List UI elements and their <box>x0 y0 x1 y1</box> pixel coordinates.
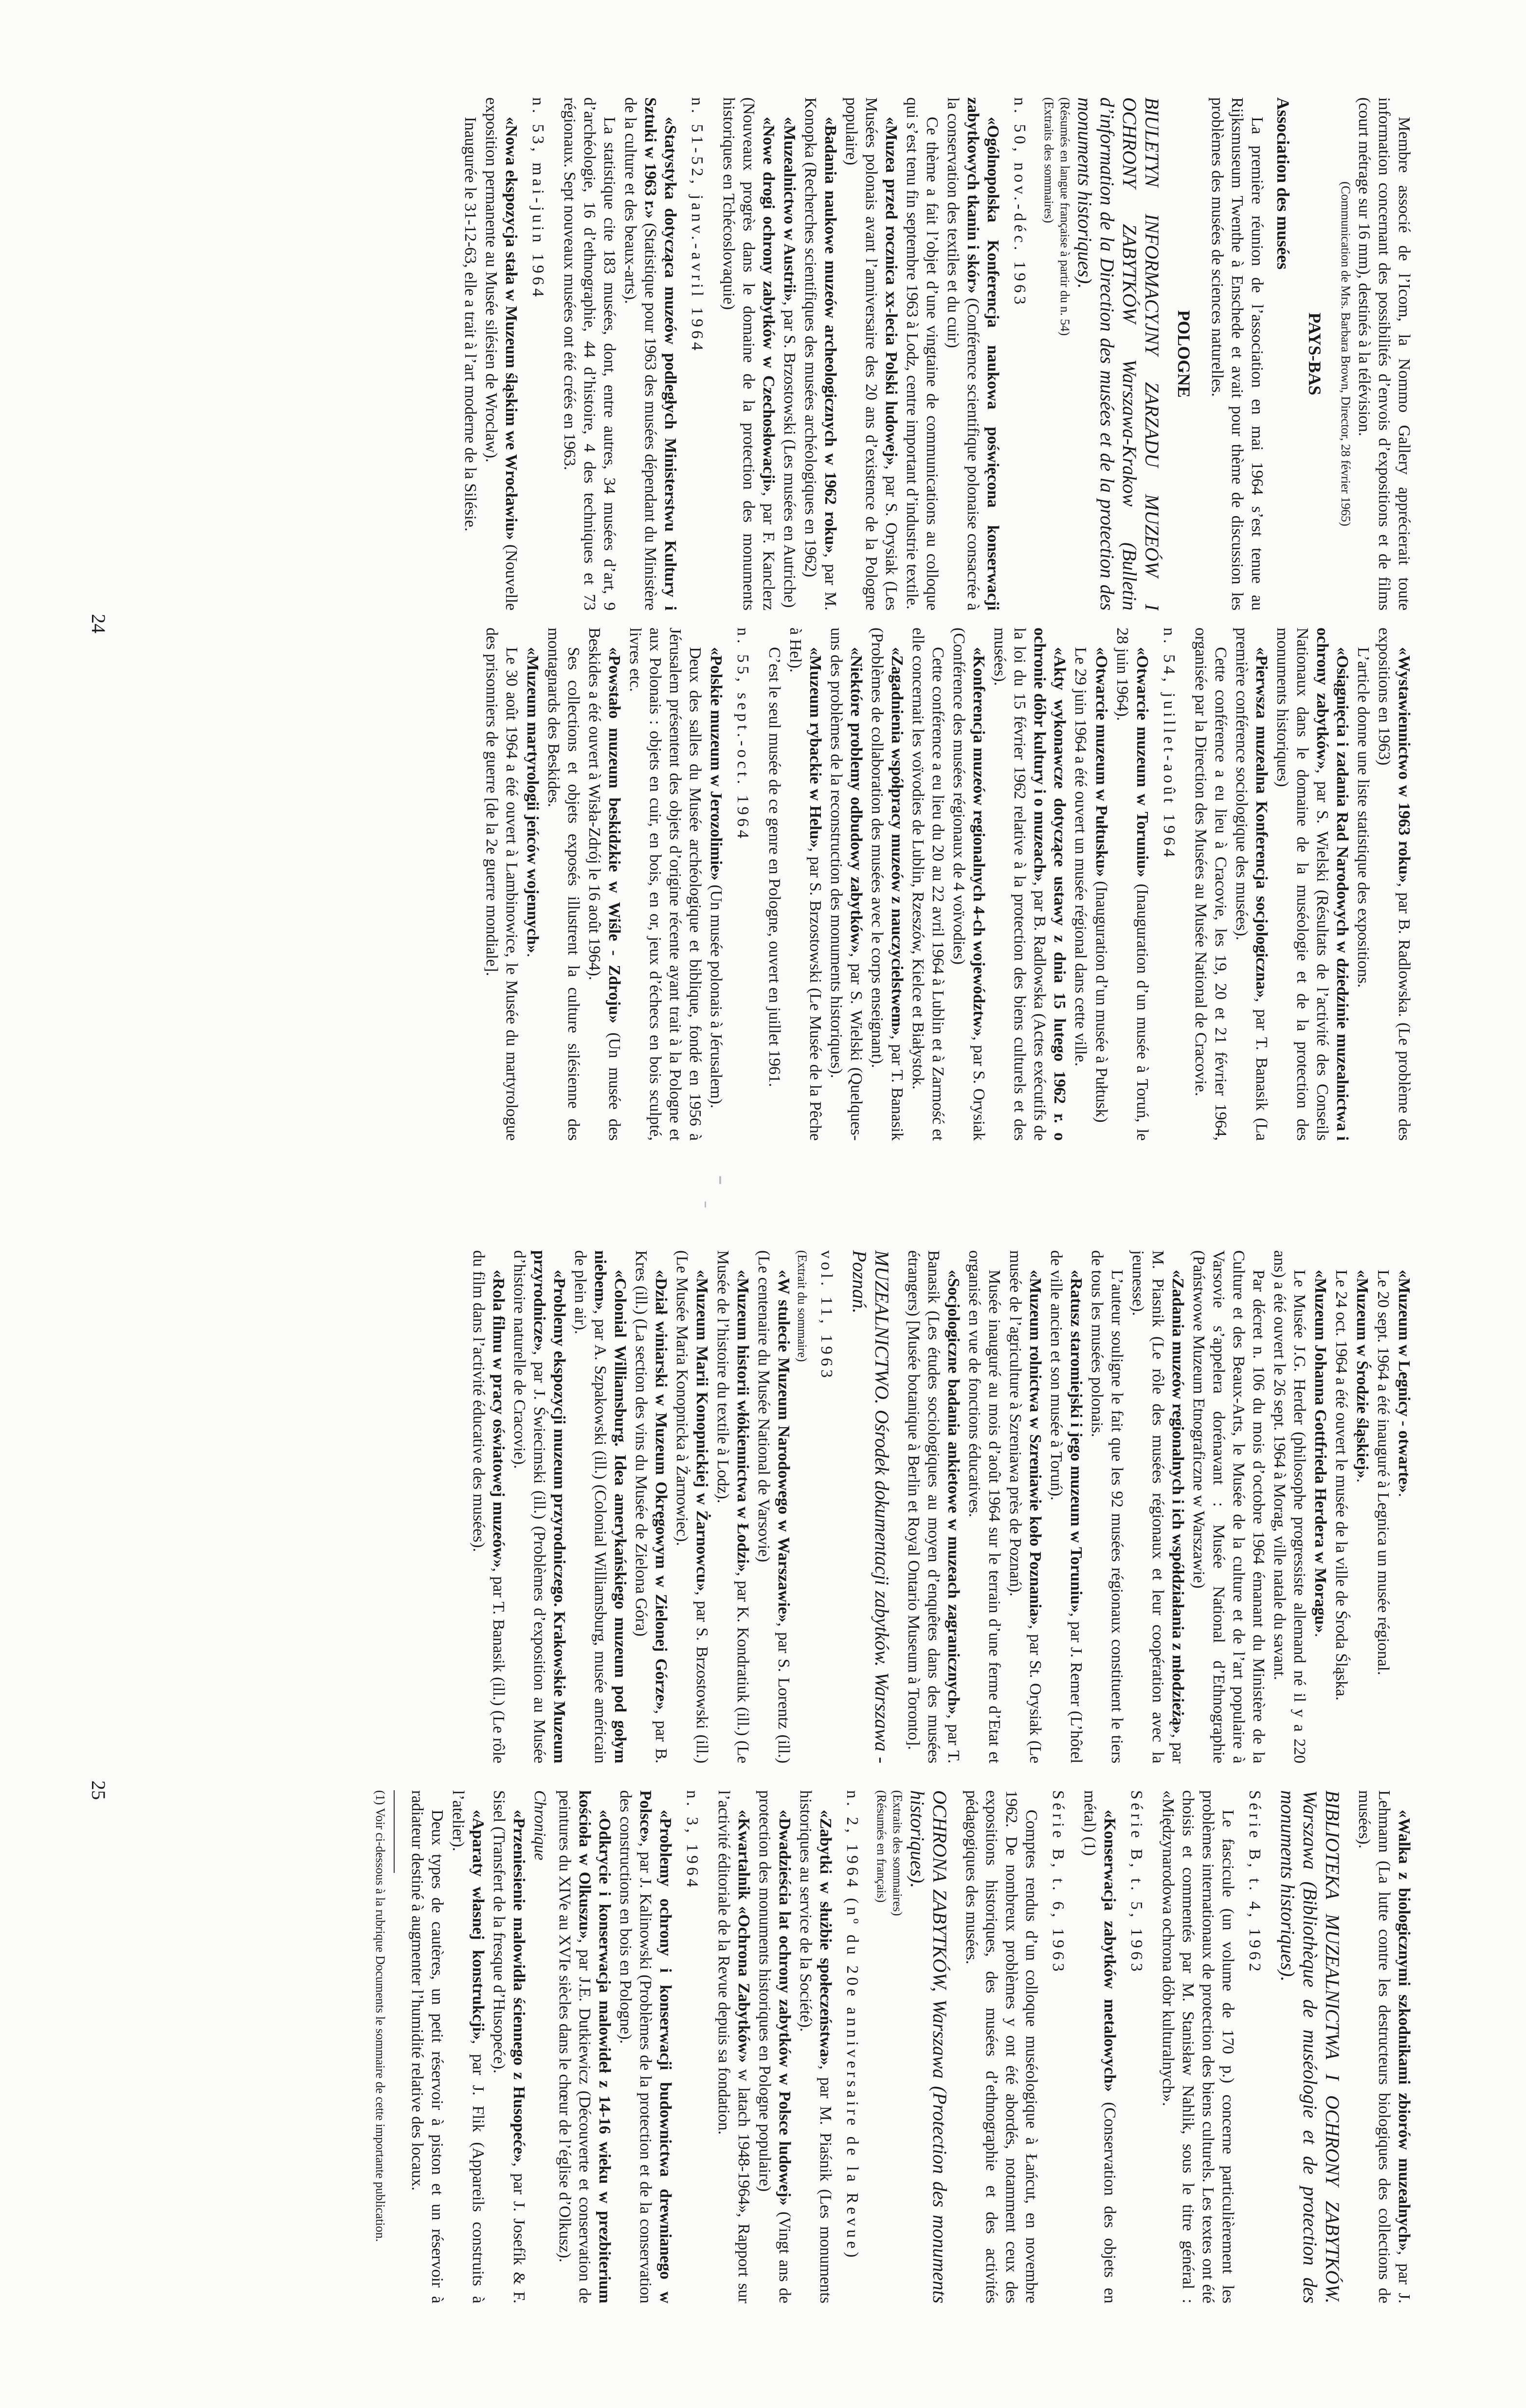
entry-paragraph: Comptes rendus d’un colloque muséologique à Łańcut, en novembre 1962. De nombreux problèmes y ont été abordés, notamment ceux des expositions historiques, des musées d’ethnographie et des activités pédagogiques des musées. <box>963 1790 1040 2303</box>
entry-paragraph: «Przeniesienie malowidła ściennego z Husopeće», par J. Josefík & F. Sisel (Transfert de la fresque d’Husopeće). <box>490 1790 528 2303</box>
entry-paragraph: «Colonial Williamsburg. Idea amerykańskiego muzeum pod gołym niebem», par A. Szpakowski (ill.) (Colonial Williamsburg, musée américain de plein air). <box>571 1250 629 1763</box>
entry-paragraph: Cette conférence a eu lieu à Cracovie, les 19, 20 et 21 février 1964, organisée par la Direction des Musées au Musée National de Cracovie. <box>1192 628 1230 1141</box>
entry-paragraph: «Walka z biologicznymi szkodnikami zbiorów muzealnych», par J. Lehmann (La lutte contre les destructeurs biologiques des collections de musées). <box>1355 1790 1413 2303</box>
entry-paragraph: «Muzeum martyrologii jeńców wojennych». <box>524 647 542 957</box>
entry-paragraph: «Otwarcie muzeum w Pułtusku» (Inauguration d’un musée à Pułtusk) <box>1092 647 1110 1123</box>
entry-paragraph: «Otwarcie muzeum w Toruniu» (Inauguration d’un musée à Toruń, le 28 juin 1964). <box>1113 628 1151 1141</box>
issue-heading: n. 2, 1964 (nº du 20e anniversaire de la Revue) <box>843 1790 861 2261</box>
entry-paragraph: Membre associé de l’Icom, la Nommo Gallery apprécierait toute information concernant des possibilités d’envois d’expositions et de films (court métrage sur 16 mm), destinés à la télévision. <box>1355 97 1413 611</box>
journal-title: BIBLIOTEKA MUZEALNICTWA I OCHRONY ZABYTKÓW. Warszawa (Bibliothèque de muséologie et de protection des monuments historiques). <box>1277 1790 1344 2303</box>
entry-paragraph: «Konserwacja zabytków metalowych» (Conservation des objets en métal) (1) <box>1081 1790 1119 2303</box>
entry-paragraph: «Muzeum rybackie w Helu», par S. Brzostowski (Le Musée de la Pêche à Hel). <box>786 628 824 1141</box>
issue-heading: Série B, t. 5, 1963 <box>1127 1790 1145 1975</box>
right-page-column-1 <box>129 1250 1414 1763</box>
editorial-note: (Résumés en langue française à partir du n. 54) <box>1058 97 1072 336</box>
country-heading: POLOGNE <box>1174 310 1194 398</box>
entry-paragraph: Musée inauguré au mois d’août 1964 sur le terrain d’une ferme d’Etat et organisé en vue de fonctions éducatives. <box>965 1250 1003 1763</box>
entry-paragraph: «Muzeum Marii Konopnickiej w Żarnowcu», par S. Brzostowski (ill.) (Le Musée Maria Konopnicka à Żarnowiec). <box>673 1250 711 1763</box>
entry-paragraph: «Problemy ekspozycji muzeum przyrodniczego. Krakowskie Muzeum przyrodnicze», par J. Świecimski (ill.) (Problèmes d’exposition au Musée d’histoire naturelle de Cracovie). <box>510 1250 568 1763</box>
editorial-note: (Extraits des sommaires) <box>890 1790 905 1916</box>
entry-paragraph: «Osiągnięcia i zadania Rad Narodowych w dziedzinie muzealnictwa i ochrony zabytków», par S. Wielski (Résultats de l’activité des Conseils Nationaux dans le domaine de la muséologie et de la protection des monuments historiques) <box>1273 628 1351 1141</box>
attribution: (Communication de Mrs. Barbara Brown, Director, 28 février 1965) <box>1339 181 1353 526</box>
entry-paragraph: «Polskie muzeum w Jerozolimie» (Un musée polonais à Jérusalem). <box>707 647 725 1109</box>
entry-paragraph: L’article donne une liste statistique des expositions. <box>1354 647 1372 988</box>
page-number-left: 24 <box>88 614 109 633</box>
entry-paragraph: «Badania naukowe muzeów archeologicznych w 1962 roku», par M. Konopka (Recherches scientifiques des musées archéologiques en 1962) <box>801 97 839 611</box>
issue-heading: n. 53, mai-juin 1964 <box>529 97 547 300</box>
entry-paragraph: Le fascicule (un volume de 170 p.) concerne particulièrement les problèmes internationaux de protection des biens culturels. Les textes ont été choisis et commentés par M. Stanisław Nahlik, sous le titre général : «Międzynarodowa ochrona dóbr kulturalnych». <box>1159 1790 1237 2303</box>
entry-paragraph: «Konferencja muzeów regionalnych 4-ch województw», par S. Orysiak (Conférence des musées régionaux de 4 voïvodies) <box>950 628 988 1141</box>
footnote-rule <box>394 1790 395 1873</box>
entry-paragraph: «Rola filmu w pracy oświatowej muzeów», par T. Banasik (ill.) (Le rôle du film dans l’activité éducative des musées). <box>470 1250 508 1763</box>
entry-paragraph: «Muzeum w Legnicy - otwarte». <box>1395 1270 1413 1497</box>
issue-heading: Série B, t. 4, 1962 <box>1246 1790 1264 1975</box>
entry-paragraph: «Ogólnopolska Konferencja naukowa poświęcona konserwacji zabytkowych tkanin i skór» (Conférence scientifique polonaise consacrée à la conservation des textiles et du cuir) <box>944 97 1002 611</box>
entry-paragraph: «Statystyka dotycząca muzeów podległych Ministerstwu Kultury i Sztuki w 1963 r.» (Statistique pour 1963 des musées dépendant du Ministère de la culture et des beaux-arts). <box>621 97 679 611</box>
entry-paragraph: «Odkrycie i konserwacja malowideł z 14-16 wieku w prezbiterium kościoła w Olkuszu», par J.E. Dutkiewicz (Découverte et conservation de peintures du XIVe au XVIe siècles dans le chœur de l’église d’Olkusz). <box>556 1790 614 2303</box>
entry-paragraph: Inaugurée le 31-12-63, elle a trait à l’art moderne de la Silésie. <box>461 117 479 532</box>
entry-paragraph: «Muzea przed rocznica xx-lecia Polski ludowej», par S. Orysiak (Les Musées polonais avant l’anniversaire des 20 ans d’existence de la Pologne populaire) <box>842 97 900 611</box>
journal-title: MUZEALNICTWO. Ośrodek dokumentacji zabytków. Warszawa - Poznań. <box>849 1250 893 1763</box>
entry-paragraph: «Ratusz staromiejski i jego muzeum w Toruniu», par J. Remer (L’hôtel de ville ancien et son musée à Toruń). <box>1047 1250 1085 1763</box>
issue-heading: n. 55, sept.-oct. 1964 <box>734 628 752 842</box>
entry-paragraph: «Zabytki w służbie społeczeństwa», par M. Piaśnik (Les monuments historiques au service de la Société). <box>797 1790 835 2303</box>
entry-paragraph: Par décret n. 106 du mois d’octobre 1964 émanant du Ministère de la Culture et des Beaux-Arts, le Musée de la culture et de l’art populaire à Varsovie s’appelera dorénavant : Musée National d’Ethnographie (Państwowe Muzeum Etnograficzne w Warszawie) <box>1190 1250 1268 1763</box>
left-page-column-2 <box>129 628 1414 1141</box>
entry-paragraph: Cette conférence a eu lieu du 20 au 22 avril 1964 à Lublin et à Zarmość et elle concernait les voïvodies de Lublin, Rzeszów, Kielce et Białystok. <box>909 628 947 1141</box>
entry-paragraph: La statistique cite 183 musées, dont, entre autres, 34 musées d’art, 9 d’archéologie, 16 d’ethnographie, 44 d’histoire, 4 des techniques et 73 régionaux. Sept nouveaux musées ont été créés en 1963. <box>561 97 618 611</box>
entry-paragraph: Le Musée J.G. Herder (philosophe progressiste allemand né il y a 220 ans) a été ouvert le 26 sept. 1964 à Morag, ville natale du savant. <box>1271 1250 1308 1763</box>
issue-heading: n. 54, juillet-août 1964 <box>1160 628 1178 861</box>
entry-paragraph: «Nowa ekspozycja stała w Muzeum śląskim we Wrocławiu» (Nouvelle exposition permanente au Musée silésien de Wroclaw). <box>482 97 520 611</box>
issue-heading: n. 50, nov.-déc. 1963 <box>1011 97 1029 308</box>
entry-paragraph: L’auteur souligne le fait que les 92 musées régionaux constituent le tiers de tous les musées polonais. <box>1088 1250 1126 1763</box>
entry-paragraph: «Niektóre problemy odbudowy zabytków», par S. Wielski (Quelques-uns des problèmes de la reconstruction des monuments historiques). <box>827 628 865 1141</box>
left-page-column-1 <box>129 97 1414 611</box>
entry-paragraph: «Wystawiennictwo w 1963 roku», par B. Radlowska. (Le problème des expositions en 1963) <box>1375 628 1413 1141</box>
country-heading: PAYS-BAS <box>1305 312 1325 395</box>
entry-paragraph: C’est le seul musée de ce genre en Pologne, ouvert en juillet 1961. <box>765 647 783 1087</box>
entry-paragraph: «Pierwsza muzealna Konferencja socjologiczna», par T. Banasik (La première conférence sociologique des musées). <box>1233 628 1271 1141</box>
entry-paragraph: Le 20 sept. 1964 a été inauguré à Legnica un musée régional. <box>1374 1270 1392 1675</box>
entry-paragraph: «Muzeum historii włókiennictwa w Łodzi», par K. Kondratiuk (ill.) (Le Musée de l’histoire du textile à Lodz). <box>714 1250 752 1763</box>
entry-paragraph: Deux types de cautères, un petit réservoir à piston et un réservoir à radiateur destiné à augmenter l’humidité relative des locaux. <box>408 1790 446 2303</box>
issue-heading: vol. 11, 1963 <box>818 1250 836 1382</box>
entry-paragraph: «Aparaty własnej konstrukcji», par J. Flik (Appareils construits à l’atelier). <box>449 1790 487 2303</box>
section-heading: Association des musées <box>1273 97 1293 270</box>
entry-paragraph: «Dział winiarski w Muzeum Okręgowym w Zielonej Górze», par B. Kres (ill.) (La section des vins du Musée de Zielona Góra) <box>632 1250 670 1763</box>
entry-paragraph: «Problemy ochrony i konserwacji budownictwa drewnianego w Polsce», par J. Kalinowski (Problèmes de la protection et de la conservation des constructions en bois en Pologne). <box>617 1790 674 2303</box>
entry-paragraph: «Zadania muzeów regionalnych i ich współdziałania z młodzieżą», par M. Piasnik (Le rôle des musées régionaux et leur coopération avec la jeunesse). <box>1129 1250 1187 1763</box>
issue-heading: n. 3, 1964 <box>683 1790 701 1890</box>
entry-paragraph: «Muzeum w Środzie śląskiej». <box>1353 1270 1371 1483</box>
editorial-note: (Extrait du sommaire) <box>795 1250 809 1362</box>
editorial-note: (Résumés en français) <box>874 1790 889 1903</box>
entry-paragraph: «Nowe drogi ochrony zabytków w Czechosłowacji», par F. Kanclerz (Nouveaux progrès dans le domaine de la protection des monuments historiques en Tchécoslovaquie) <box>720 97 778 611</box>
page-number-right: 25 <box>88 1780 109 1800</box>
entry-paragraph: Le 24 oct. 1964 a été ouvert le musée de la ville de Środa Śląska. <box>1332 1270 1350 1701</box>
entry-paragraph: La première réunion de l’association en mai 1964 s’est tenue au Rijksmuseum Twenthe à Enschede et avait pour thème de discussion les problèmes des musées de sciences naturelles. <box>1208 97 1266 611</box>
journal-title: OCHRONA ZABYTKÓW, Warszawa (Protection des monuments historiques). <box>907 1790 951 2303</box>
entry-paragraph: «Zagadnienia współpracy muzeów z nauczycielstwem», par T. Banasik (Problèmes de collaboration des musées avec le corps enseignant). <box>868 628 906 1141</box>
entry-paragraph: Ce thème a fait l’objet d’une vingtaine de communications au colloque qui s’est tenu fin septembre 1963 à Lodz, centre important d’industrie textile. <box>903 97 941 611</box>
entry-paragraph: «Muzeum rolnictwa w Szreniawie koło Poznania», par St. Orysiak (Le musée de l’agriculture à Szreniawa près de Poznań). <box>1006 1250 1044 1763</box>
editorial-note: (Extraits des sommaires) <box>1042 97 1056 223</box>
entry-paragraph: Le 30 août 1964 a été ouvert à Lambinowice, le Musée du martyrologue des prisonniers de guerre [de la 2e guerre mondiale]. <box>483 628 521 1141</box>
entry-paragraph: «Kwartalnik «Ochrona Zabytków» w latach 1948-1964», Rapport sur l’activité éditoriale de la Revue depuis sa fondation. <box>715 1790 753 2303</box>
right-page-column-2 <box>129 1790 1414 2303</box>
entry-paragraph: «Muzealnictwo w Austrii», par S. Brzostowski (Les musées en Autriche) <box>781 117 799 608</box>
journal-title: BIULETYN INFORMACYJNY ZARZADU MUZEÓW I OCHRONY ZABYTKÓW Warszawa-Krakow (Bulletin d’information de la Direction des musées et de la protection des monuments historiques). <box>1074 97 1163 611</box>
entry-paragraph: «W stulecie Muzeum Narodowego w Warszawie», par S. Lorentz (ill.) (Le centenaire du Musée National de Varsovie) <box>755 1250 793 1763</box>
entry-paragraph: «Socjologiczne badania ankietowe w muzeach zagranicznych», par T. Banasik (Les études sociologiques au moyen d’enquêtes dans des musées étrangers) [Musée botanique à Berlin et Royal Ontario Museum à Toronto]. <box>905 1250 963 1763</box>
rubric-heading: Chronique <box>531 1790 549 1861</box>
entry-paragraph: «Powstało muzeum beskidzkie w Wiśle - Zdroju» (Un musée des Beskides a été ouvert à Wisła-Zdrój le 16 août 1964). <box>585 628 623 1141</box>
entry-paragraph: Le 29 juin 1964 a été ouvert un musée régional dans cette ville. <box>1072 647 1090 1067</box>
entry-paragraph: Ses collections et objets exposés illustrent la culture silésienne des montagnards des Beskides. <box>545 628 582 1141</box>
entry-paragraph: «Muzeum Johanna Gottfrieda Herdera w Moragu». <box>1311 1270 1329 1637</box>
footnote: (1) Voir ci-dessous à la rubrique Documents le sommaire de cette importante publication. <box>373 1790 387 2242</box>
issue-heading: n. 51-52, janv.-avril 1964 <box>688 97 706 354</box>
entry-paragraph: «Dwadzieścia lat ochrony zabytków w Polsce ludowej» (Vingt ans de protection des monuments historiques en Pologne populaire) <box>756 1790 794 2303</box>
entry-paragraph: «Akty wykonawcze dotyczące ustawy z dnia 15 lutego 1962 r. o ochronie dóbr kultury i o muzeach», par B. Radlowska (Actes exécutifs de la loi du 15 février 1962 relative à la protection des biens culturels et des musées). <box>991 628 1069 1141</box>
issue-heading: Série B, t. 6, 1963 <box>1049 1790 1067 1975</box>
entry-paragraph: Deux des salles du Musée archéologique et biblique, fondé en 1956 à Jérusalem présentent des objets d’origine récente ayant trait à la Pologne et aux Polonais : objets en cuir, en bois, en or, jeux d’échecs en bois sculpté, livres etc. <box>626 628 704 1141</box>
